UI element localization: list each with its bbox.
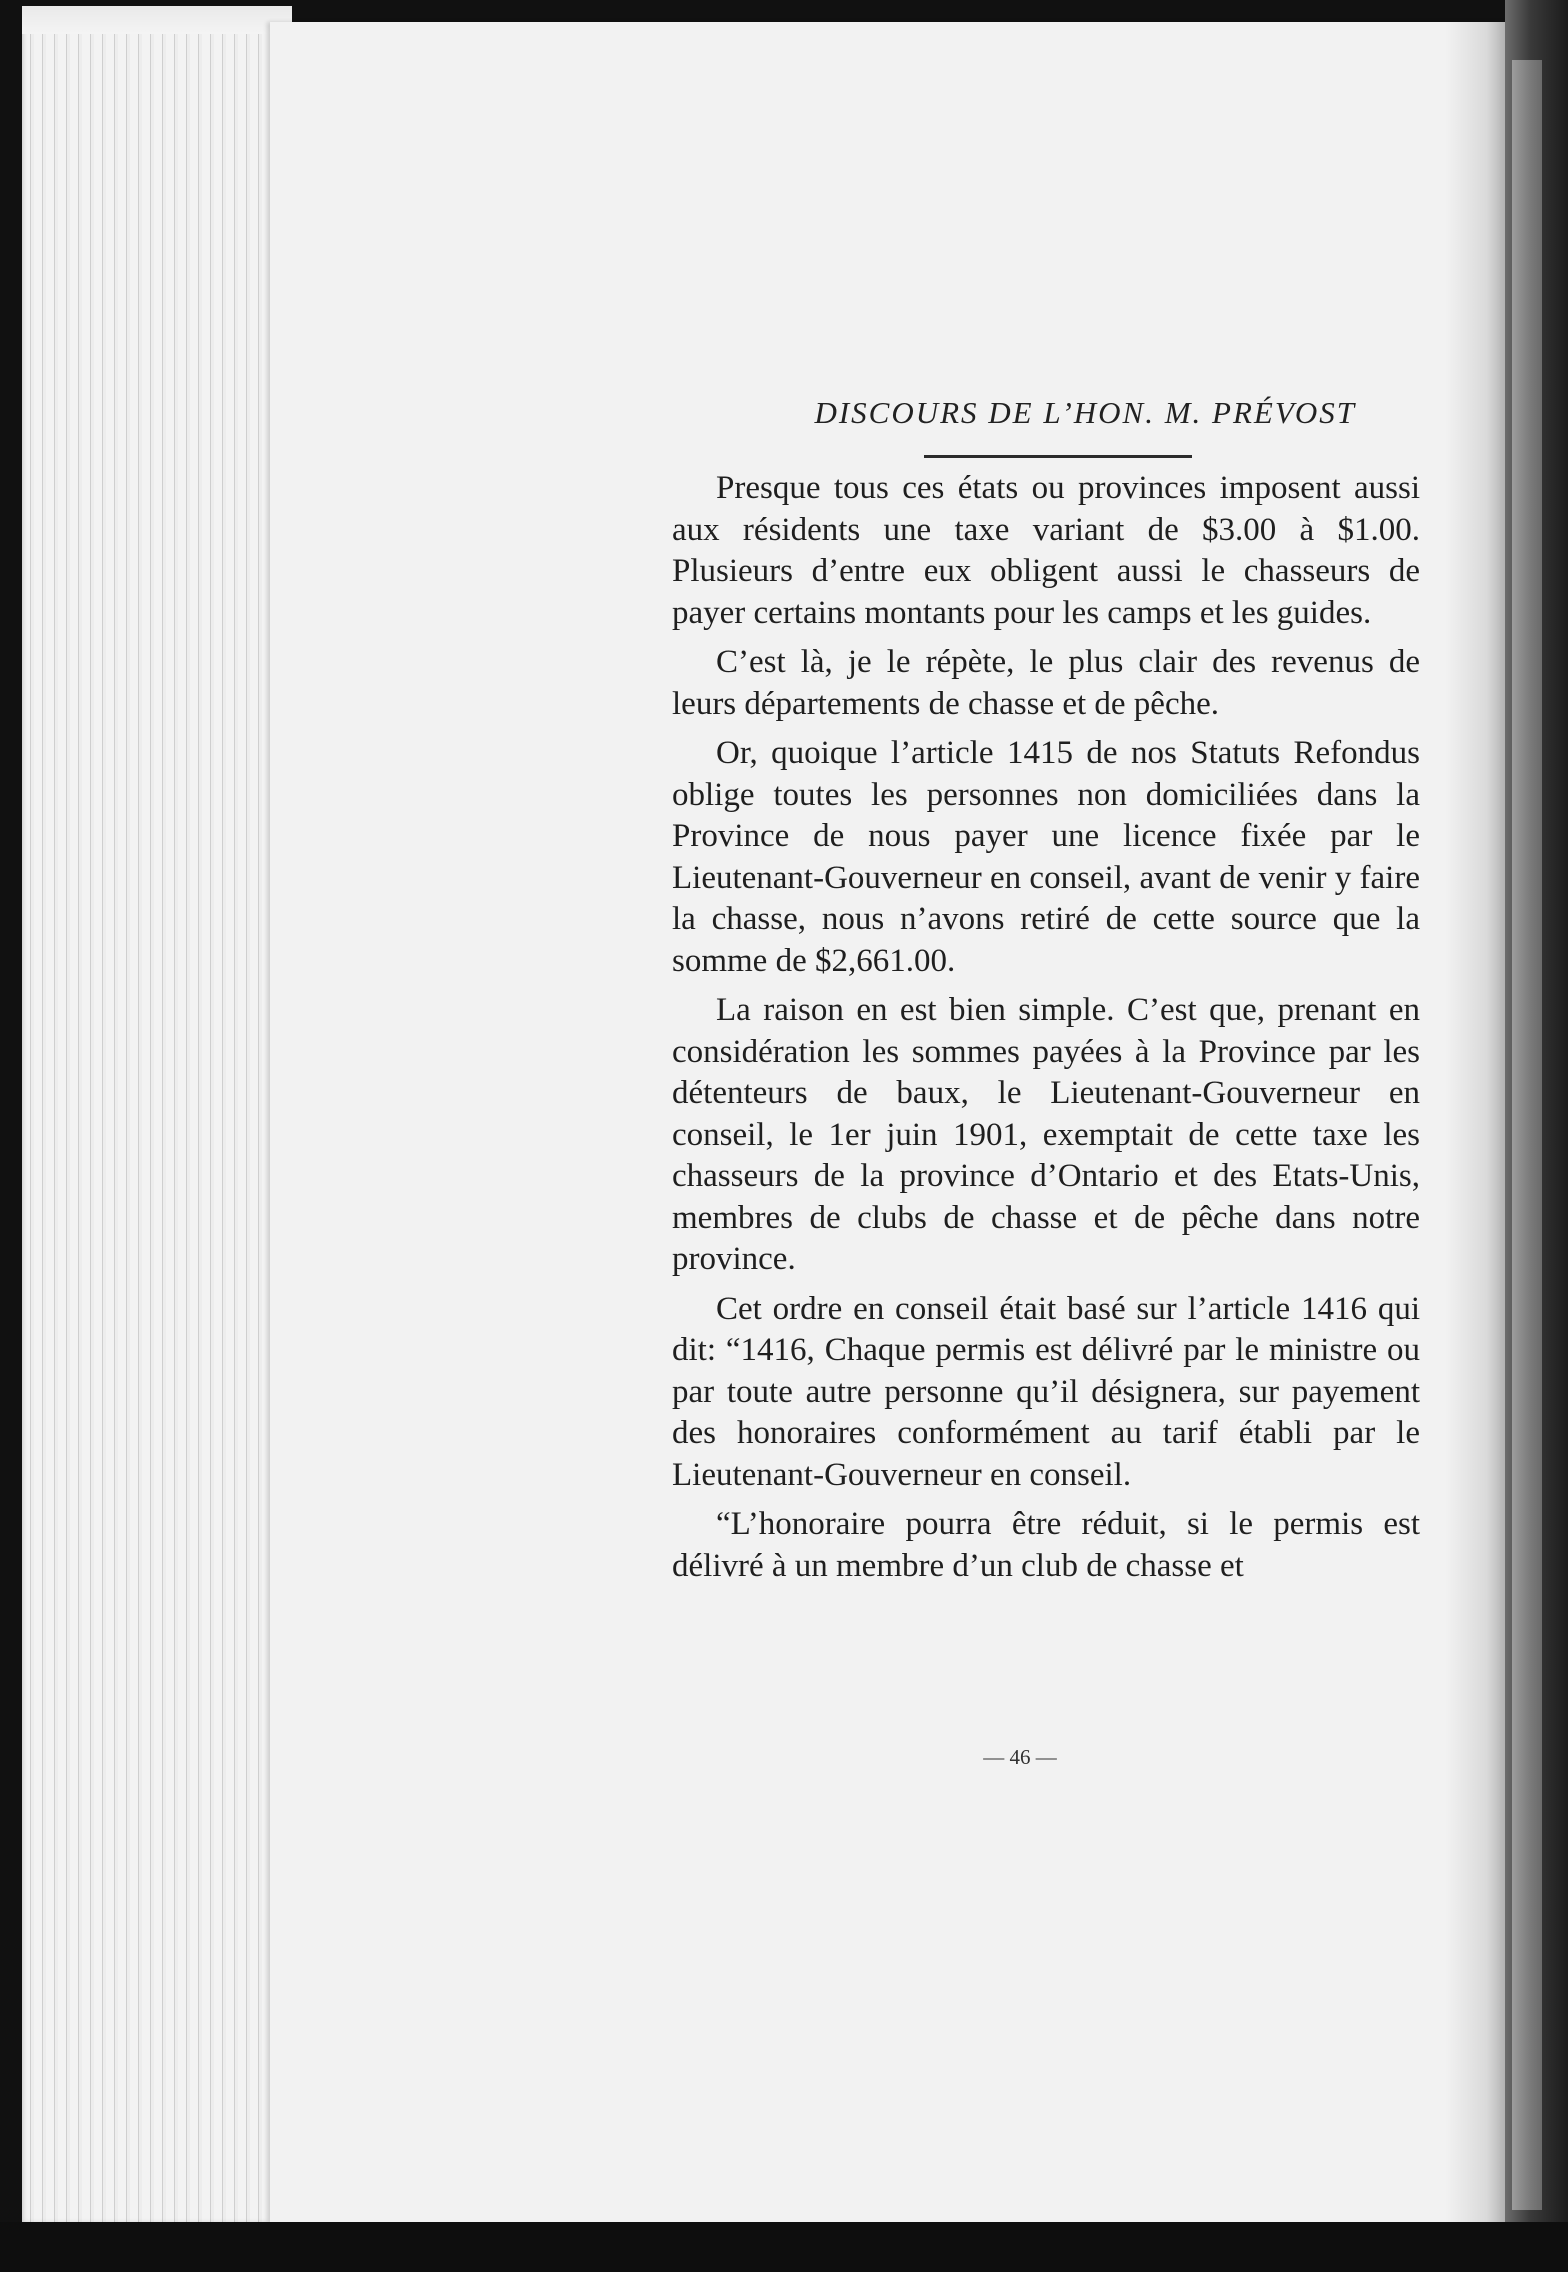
header-rule [924, 455, 1192, 458]
page-number: — 46 — [983, 1745, 1057, 1769]
body-text [672, 468, 1420, 1595]
paragraph: “L’honoraire pourra être réduit, si le permis est délivré à un membre d’un club de chasse et [672, 1506, 1420, 1584]
paragraph: Or, quoique l’article 1415 de nos Statuts Refondus oblige toutes les personnes non domiciliées dans la Province de nous payer une licence fixée par le Lieutenant-Gouverneur en conseil, avant de venir y faire la chasse, nous n’avons retiré de cette source que la somme de $2,661.00. [672, 735, 1420, 979]
paragraph: Presque tous ces états ou provinces imposent aussi aux résidents une taxe variant de $3.00 à $1.00. Plusieurs d’entre eux obligent aussi le chasseurs de payer certains montants pour les camps et les guides. [672, 470, 1420, 631]
scan-background [0, 2222, 1568, 2272]
spine-highlight [1512, 60, 1542, 2210]
page-edges [22, 6, 292, 2224]
paragraph: La raison en est bien simple. C’est que, prenant en considération les sommes payées à la Province par les détenteurs de baux, le Lieutenant-Gouverneur en conseil, le 1er juin 1901, exemptait de cette taxe les chasseurs de la province d’Ontario et des Etats-Unis, membres de clubs de chasse et de pêche dans notre province. [672, 992, 1420, 1277]
page-edges-top [22, 6, 292, 34]
paragraph: C’est là, je le répète, le plus clair des revenus de leurs départements de chasse et de pêche. [672, 644, 1420, 722]
paragraph: Cet ordre en conseil était basé sur l’article 1416 qui dit: “1416, Chaque permis est délivré par le ministre ou par toute autre personne qu’il désignera, sur payement des honoraires conformément au tarif établi par le Lieutenant-Gouverneur en conseil. [672, 1290, 1420, 1493]
running-head: DISCOURS DE L’HON. M. PRÉVOST [814, 395, 1356, 430]
